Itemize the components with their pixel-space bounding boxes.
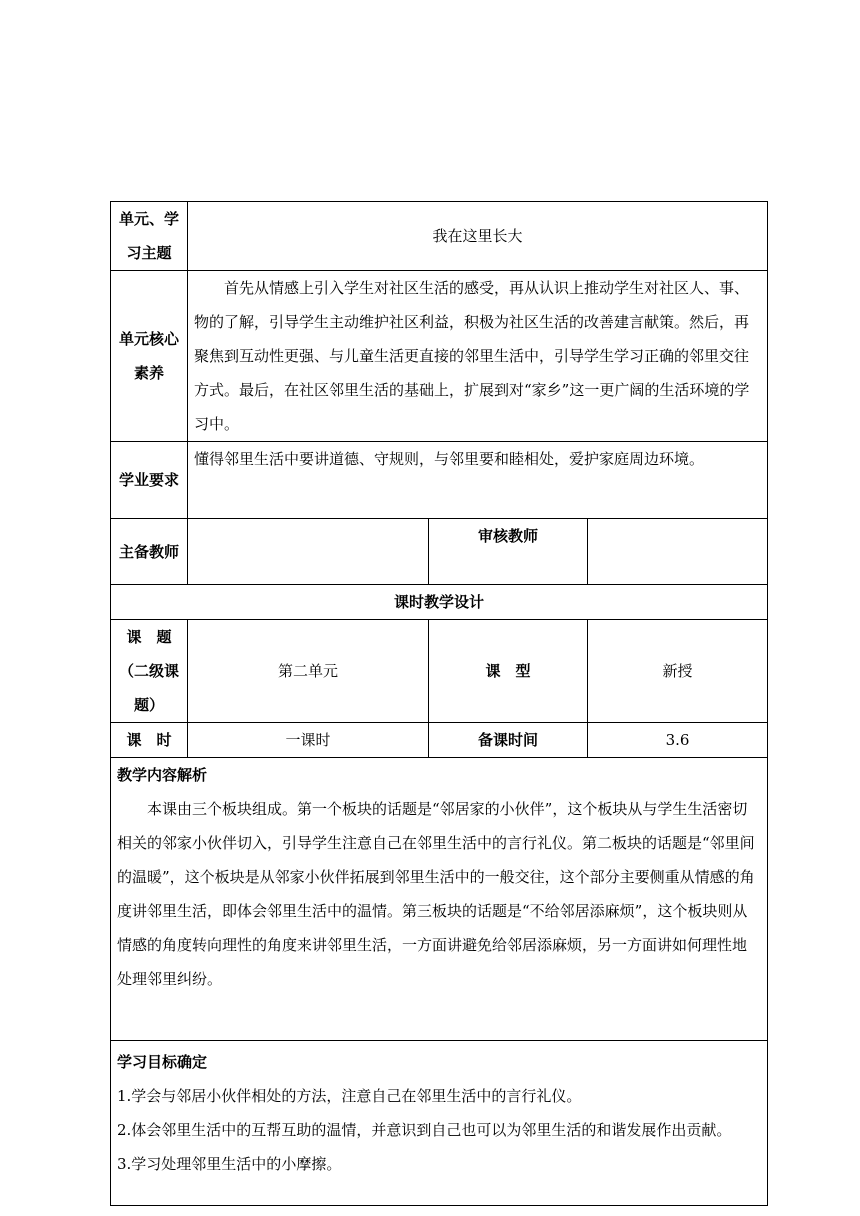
- unit-label: 单元、学习主题: [111, 202, 188, 271]
- core-literacy-cell: [188, 271, 768, 442]
- period-row: [111, 723, 768, 758]
- objectives-title: 学习目标确定: [117, 1053, 208, 1071]
- review-teacher-value: [588, 519, 768, 585]
- core-literacy-text: 首先从情感上引入学生对社区生活的感受，再从认识上推动学生对社区人、事、物的了解，引导学生主动维护社区利益，积极为社区生活的改善建言献策。然后，再聚焦到互动性更强、与儿童生活更直接的邻里生活中，引导学生学习正确的邻里交往方式。最后，在社区邻里生活的基础上，扩展到对“家乡”这一更广阔的生活环境的学习中。: [194, 279, 750, 433]
- topic-value: 第二单元: [188, 620, 429, 723]
- review-teacher-label: 审核教师: [429, 519, 588, 585]
- topic-label: 课 题（二级课题）: [111, 620, 188, 723]
- design-header-row: [111, 585, 768, 620]
- content-analysis-text: 本课由三个板块组成。第一个板块的话题是“邻居家的小伙伴”，这个板块从与学生生活密切相关的邻家小伙伴切入，引导学生注意自己在邻里生活中的言行礼仪。第二板块的话题是“邻里间的温暖”，这个板块是从邻家小伙伴拓展到邻里生活中的一般交往，这个部分主要侧重从情感的角度讲邻里生活，即体会邻里生活中的温情。第三板块的话题是“不给邻居添麻烦”，这个板块则从情感的角度转向理性的角度来讲邻里生活，一方面讲避免给邻居添麻烦，另一方面讲如何理性地处理邻里纠纷。: [117, 800, 755, 988]
- lesson-type-value: 新授: [588, 620, 768, 723]
- core-literacy-label: 单元核心素养: [111, 271, 188, 442]
- unit-value: 我在这里长大: [188, 202, 768, 271]
- lesson-type-label: 课 型: [429, 620, 588, 723]
- objective-item: 3.学习处理邻里生活中的小摩擦。: [117, 1155, 342, 1173]
- objectives-cell: [111, 1041, 768, 1206]
- topic-row: [111, 620, 768, 723]
- content-analysis-title: 教学内容解析: [117, 766, 208, 784]
- unit-row: [111, 202, 768, 271]
- teacher-row: [111, 519, 768, 585]
- main-teacher-label: 主备教师: [111, 519, 188, 585]
- academic-requirement-label: 学业要求: [111, 442, 188, 519]
- lesson-plan-table: [110, 201, 768, 1206]
- prep-time-value: 3.6: [588, 723, 768, 758]
- objective-item: 1.学会与邻居小伙伴相处的方法，注意自己在邻里生活中的言行礼仪。: [117, 1087, 582, 1105]
- period-value: 一课时: [188, 723, 429, 758]
- objective-item: 2.体会邻里生活中的互帮互助的温情，并意识到自己也可以为邻里生活的和谐发展作出贡献。: [117, 1121, 732, 1139]
- design-header: 课时教学设计: [111, 585, 768, 620]
- prep-time-label: 备课时间: [429, 723, 588, 758]
- academic-requirement-text: 懂得邻里生活中要讲道德、守规则，与邻里要和睦相处，爱护家庭周边环境。: [188, 442, 768, 519]
- content-analysis-cell: [111, 758, 768, 1041]
- period-label: 课 时: [111, 723, 188, 758]
- main-teacher-value: [188, 519, 429, 585]
- objectives-row: [111, 1041, 768, 1206]
- content-analysis-row: [111, 758, 768, 1041]
- academic-requirement-row: [111, 442, 768, 519]
- core-literacy-row: [111, 271, 768, 442]
